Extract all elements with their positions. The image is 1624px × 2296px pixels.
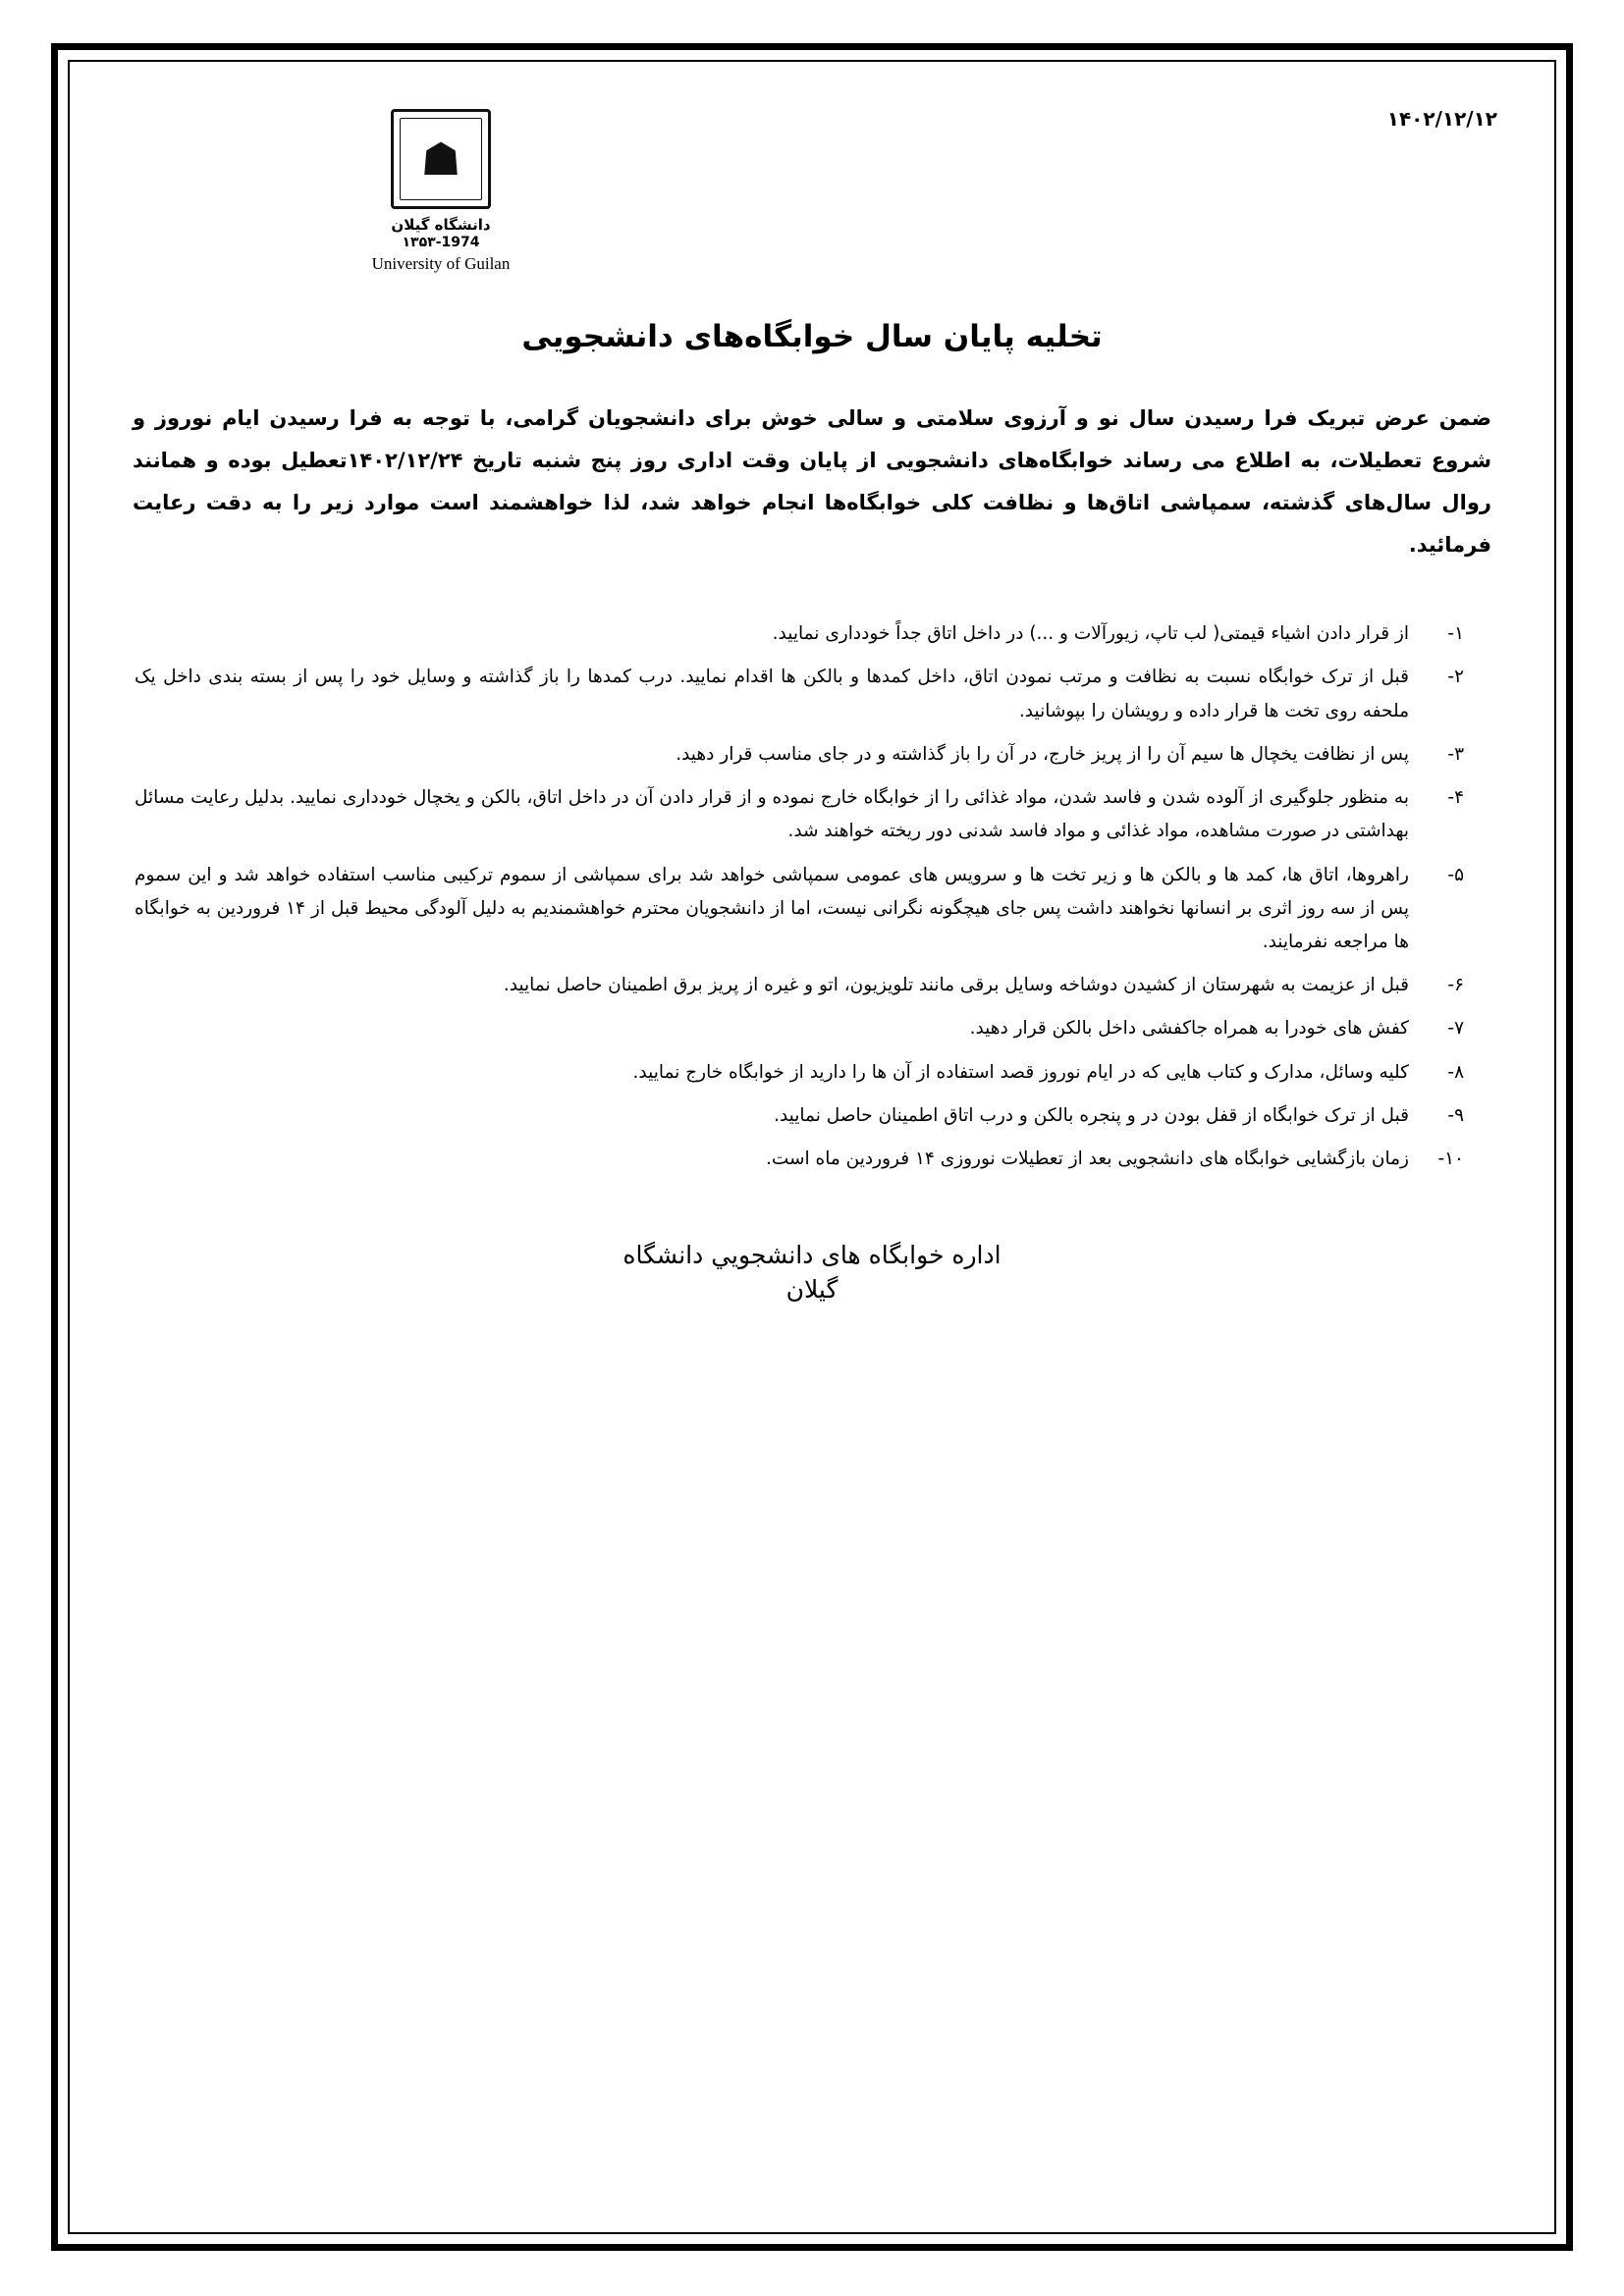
list-item-text: راهروها، اتاق ها، کمد ها و بالکن ها و زیر تخت ها و سرویس های عمومی سمپاشی خواهد شد برای سمپاشی از سموم ترکیبی مناسب استفاده خواهد شد و این سموم پس از سه روز اثری بر انسانها نخواهند داشت پس جای هیچگونه نگرانی نیست، اما از دانشجویان محترم خواهشمندیم به دلیل آلودگی محیط قبل از ۱۴ فروردین به خوابگاه ها مراجعه نفرمایند. <box>135 864 1409 952</box>
list-item-text: زمان بازگشایی خوابگاه های دانشجویی بعد از تعطیلات نوروزی ۱۴ فروردین ماه است. <box>765 1148 1409 1170</box>
list-item-text: قبل از ترک خوابگاه از قفل بودن در و پنجره بالکن و درب اتاق اطمینان حاصل نمایید. <box>774 1104 1409 1126</box>
list-item-number: ۲- <box>1447 667 1464 688</box>
list-item-number: ۴- <box>1447 787 1464 809</box>
list-item <box>135 661 1464 727</box>
list-item-text: قبل از ترک خوابگاه نسبت به نظافت و مرتب نمودن اتاق، داخل کمدها و بالکن ها اقدام نمایید. درب کمدها را باز گذاشته و وسایل خود را پس از بسته بندی داخل یک ملحفه روی تخت ها قرار داده و رویشان را بپوشانید. <box>135 667 1409 721</box>
list-item <box>135 969 1464 1002</box>
page-title: تخلیه پایان سال خوابگاه‌های دانشجویی <box>521 319 1103 354</box>
document-date: ۱۴۰۲/۱۲/۱۲ <box>1386 107 1497 131</box>
list-item-text: از قرار دادن اشیاء قیمتی( لب تاپ، زیورآلات و ...) در داخل اتاق جداً خودداری نمایید. <box>772 623 1409 645</box>
list-item-number: ۵- <box>1447 864 1464 885</box>
university-emblem-icon <box>391 109 491 209</box>
university-logo <box>313 109 568 274</box>
list-item <box>135 1099 1464 1133</box>
list-item <box>135 1012 1464 1045</box>
list-item-number: ۱۰- <box>1437 1148 1464 1170</box>
list-item-number: ۳- <box>1447 743 1464 765</box>
page-border-outer <box>51 43 1573 2251</box>
list-item-number: ۱- <box>1447 623 1464 645</box>
list-item <box>135 1056 1464 1090</box>
intro-paragraph: ضمن عرض تبریک فرا رسیدن سال نو و آرزوی سلامتی و سالی خوش برای دانشجویان گرامی، با توجه به فرا رسیدن ایام نوروز و شروع تعطیلات، به اطلاع می رساند خوابگاه‌های دانشجویی از پایان وقت اداری روز پنج شنبه تاریخ ۱۴۰۲/۱۲/۲۴تعطیل بوده و همانند روال سال‌های گذشته، سمپاشی اتاق‌ها و نظافت کلی خوابگاه‌ها انجام خواهد شد، لذا خواهشمند است موارد زیر را به دقت رعایت فرمائید. <box>133 406 1491 558</box>
list-item-number: ۸- <box>1447 1061 1464 1083</box>
page-border-inner <box>68 60 1556 2234</box>
page-content <box>70 62 1554 2232</box>
emblem-glyph: ☗ <box>420 133 461 186</box>
list-item <box>135 738 1464 772</box>
university-name-fa: دانشگاه گیلان <box>391 216 491 234</box>
signature-line-2: گیلان <box>785 1275 839 1305</box>
university-name-en: University of Guilan <box>371 254 511 273</box>
list-item <box>135 617 1464 651</box>
rules-list <box>135 617 1464 1176</box>
university-founding-year: ۱۳۵۳-1974 <box>402 235 480 250</box>
list-item-text: کفش های خودرا به همراه جاکفشی داخل بالکن قرار دهید. <box>969 1018 1409 1040</box>
list-item-number: ۷- <box>1447 1018 1464 1040</box>
signature-line-1: اداره خوابگاه های دانشجویي دانشگاه <box>623 1241 1001 1270</box>
list-item-text: به منظور جلوگیری از آلوده شدن و فاسد شدن، مواد غذائی را از خوابگاه خارج نموده و از قرار دادن آن در داخل اتاق، بالکن و یخچال خودداری نمایید. بدلیل رعایت مسائل بهداشتی در صورت مشاهده، مواد غذائی و مواد فاسد شدنی دور ریخته خواهند شد. <box>135 787 1409 842</box>
list-item-number: ۶- <box>1447 975 1464 996</box>
signature-block <box>127 1241 1497 1304</box>
list-item-number: ۹- <box>1447 1104 1464 1126</box>
list-item <box>135 1143 1464 1176</box>
list-item-text: کلیه وسائل، مدارک و کتاب هایی که در ایام نوروز قصد استفاده از آن ها را دارید از خوابگاه خارج نمایید. <box>632 1061 1409 1083</box>
list-item <box>135 781 1464 848</box>
list-item <box>135 859 1464 960</box>
list-item-text: پس از نظافت یخچال ها سیم آن را از پریز خارج، در آن را باز گذاشته و در جای مناسب قرار دهید. <box>676 743 1409 765</box>
list-item-text: قبل از عزیمت به شهرستان از کشیدن دوشاخه وسایل برقی مانند تلویزیون، اتو و غیره از پریز برق اطمینان حاصل نمایید. <box>503 975 1409 996</box>
